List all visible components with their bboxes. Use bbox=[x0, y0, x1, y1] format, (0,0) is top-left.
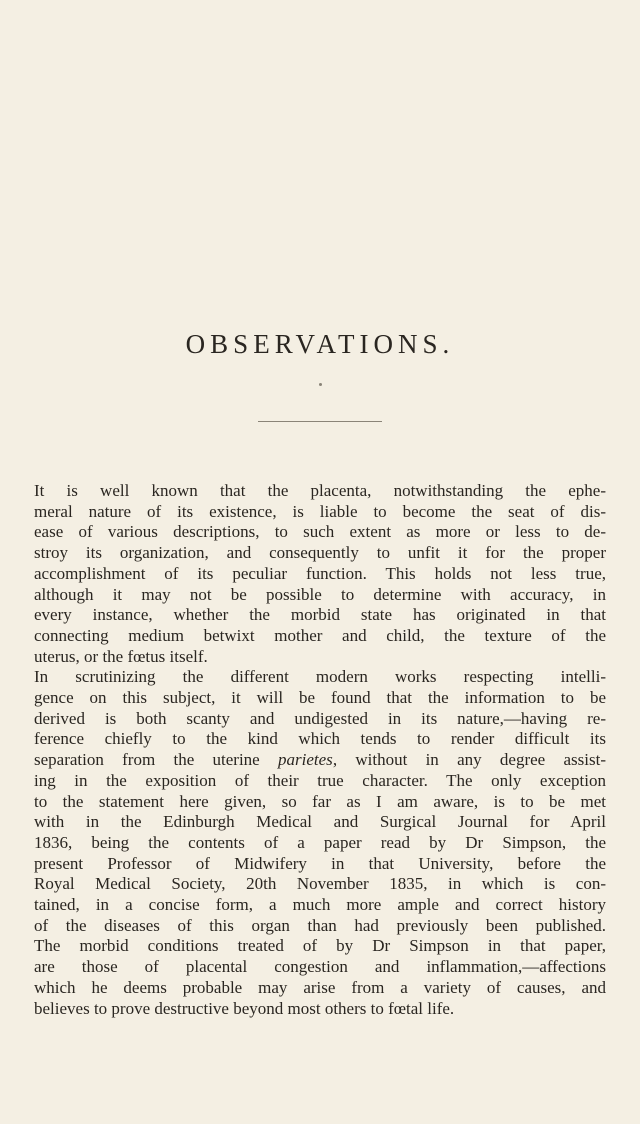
italic-term: parietes bbox=[278, 750, 333, 770]
text-line: although it may not be possible to determine with accuracy, in bbox=[34, 584, 606, 604]
text-line bbox=[34, 750, 606, 771]
text-line: derived is both scanty and undigested in its nature,—having re- bbox=[34, 708, 606, 728]
text-line: are those of placental congestion and inflammation,—affections bbox=[34, 957, 606, 977]
text-line: connecting medium betwixt mother and child, the texture of the bbox=[34, 625, 606, 645]
text-line: ing in the exposition of their true character. The only exception bbox=[34, 770, 606, 790]
paragraph-1 bbox=[34, 481, 606, 667]
text-line: with in the Edinburgh Medical and Surgical Journal for April bbox=[34, 812, 606, 832]
text-line: present Professor of Midwifery in that University, before the bbox=[34, 853, 606, 873]
text-line: Royal Medical Society, 20th November 1835, in which is con- bbox=[34, 874, 606, 894]
text-line: 1836, being the contents of a paper read by Dr Simpson, the bbox=[34, 832, 606, 852]
text-line: of the diseases of this organ than had previously been published. bbox=[34, 915, 606, 935]
text-line: It is well known that the placenta, notwithstanding the ephe- bbox=[34, 481, 606, 500]
text-line: uterus, or the fœtus itself. bbox=[34, 646, 208, 666]
text-line: believes to prove destructive beyond most others to fœtal life. bbox=[34, 998, 455, 1018]
ornament-dot bbox=[319, 383, 322, 386]
text-line: ease of various descriptions, to such extent as more or less to de- bbox=[34, 522, 606, 542]
text-line: ference chiefly to the kind which tends to render difficult its bbox=[34, 729, 606, 749]
body-text bbox=[34, 481, 606, 1019]
text-line: accomplishment of its peculiar function. This holds not less true, bbox=[34, 563, 606, 583]
text-line: The morbid conditions treated of by Dr Simpson in that paper, bbox=[34, 936, 606, 956]
text-line: which he deems probable may arise from a variety of causes, and bbox=[34, 977, 606, 997]
text-line: stroy its organization, and consequently to unfit it for the proper bbox=[34, 543, 606, 563]
text-line: In scrutinizing the different modern works respecting intelli- bbox=[34, 667, 606, 687]
text-segment: separation from the uterine bbox=[34, 750, 260, 770]
text-line: to the statement here given, so far as I am aware, is to be met bbox=[34, 791, 606, 811]
text-line: tained, in a concise form, a much more ample and correct history bbox=[34, 895, 606, 915]
text-line: gence on this subject, it will be found that the information to be bbox=[34, 688, 606, 708]
text-line: every instance, whether the morbid state has originated in that bbox=[34, 605, 606, 625]
text-segment: , without in any degree assist- bbox=[332, 750, 607, 770]
heading-rule bbox=[258, 421, 382, 422]
text-line: meral nature of its existence, is liable to become the seat of dis- bbox=[34, 501, 606, 521]
chapter-heading: OBSERVATIONS. bbox=[185, 329, 455, 359]
paragraph-2 bbox=[34, 667, 606, 1019]
